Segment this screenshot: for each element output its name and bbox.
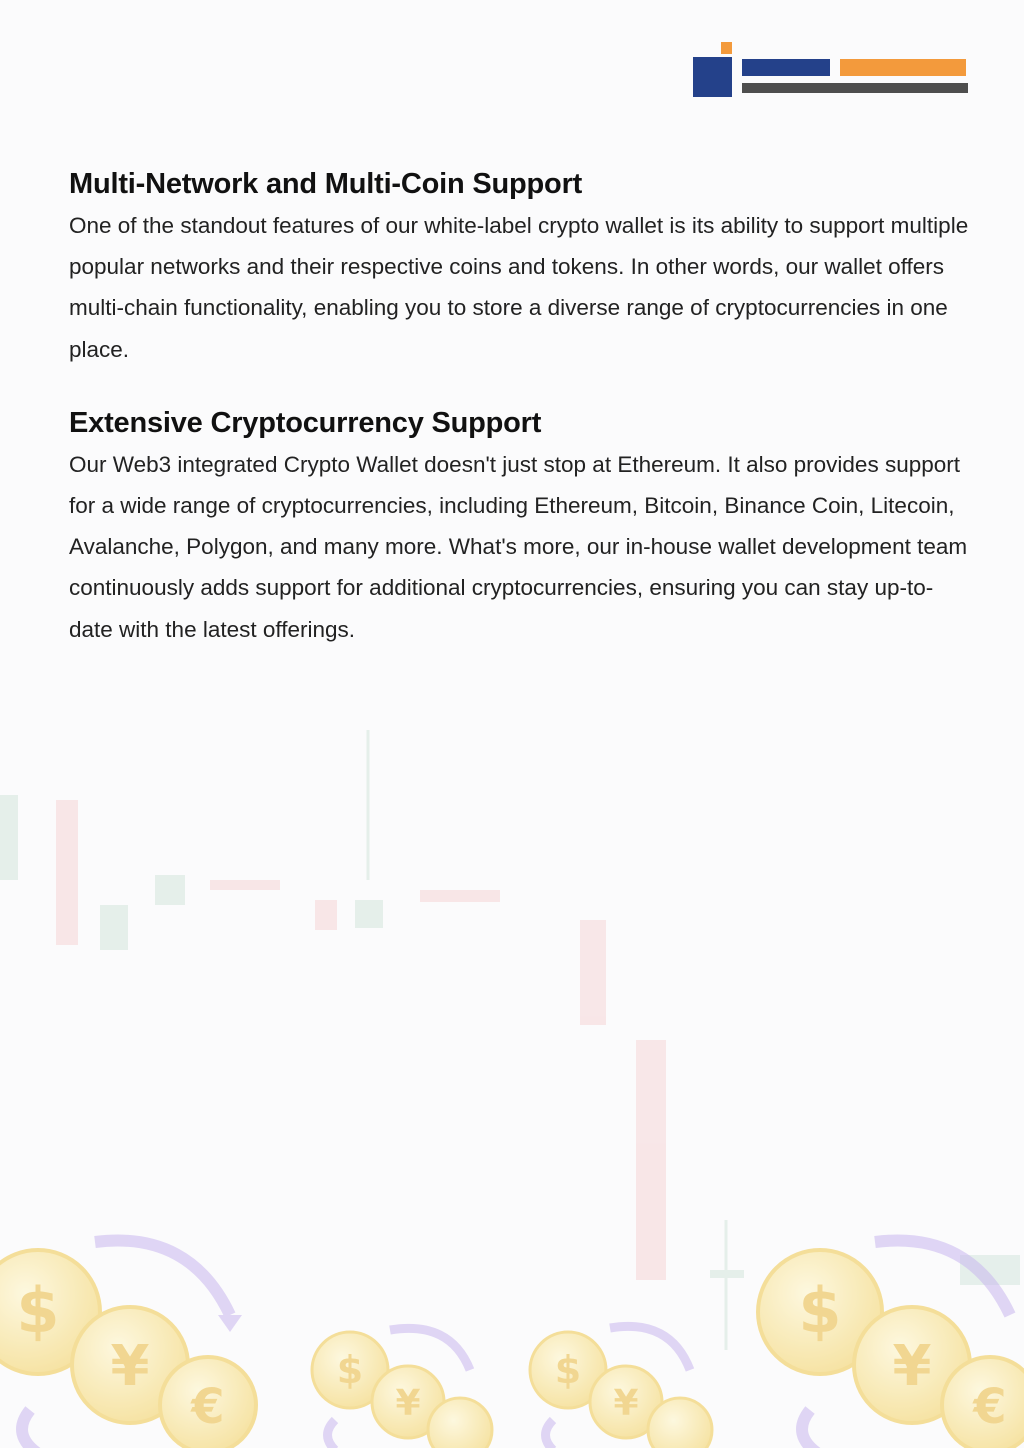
currency-coins-illustration — [0, 1220, 1024, 1448]
yen-symbol: ¥ — [110, 1334, 150, 1399]
svg-text:$: $ — [798, 1274, 842, 1347]
logo-blue-bar — [742, 59, 830, 76]
company-logo — [692, 42, 970, 98]
euro-symbol: € — [191, 1379, 225, 1435]
arrow-icon — [875, 1241, 1010, 1315]
dollar-symbol: $ — [16, 1274, 60, 1347]
section-body: One of the standout features of our white-label crypto wallet is its ability to support multiple popular networks and their respective coins and tokens. In other words, our wallet offers multi-chain functionality, enabling you to store a diverse range of cryptocurrencies in one place. — [69, 213, 969, 362]
arrow-icon — [390, 1328, 470, 1370]
section-multi-network — [69, 165, 969, 370]
section-body: Our Web3 integrated Crypto Wallet doesn't just stop at Ethereum. It also provides support for a wide range of cryptocurrencies, including Ethereum, Bitcoin, Binance Coin, Litecoin, Avalanche, Polygon, and many more. What's more, our in-house wallet development team continuously adds support for additional cryptocurrencies, ensuring you can stay up-to-date with the latest offerings. — [69, 451, 968, 642]
coin-icon — [648, 1398, 712, 1448]
section-heading: Extensive Cryptocurrency Support — [69, 406, 542, 439]
logo-orange-square — [721, 42, 732, 54]
logo-orange-bar — [840, 59, 966, 76]
svg-text:€: € — [973, 1379, 1007, 1435]
coin-icon — [428, 1398, 492, 1448]
svg-text:¥: ¥ — [892, 1334, 932, 1399]
section-extensive-support — [69, 404, 969, 650]
logo-gray-bar — [742, 83, 968, 93]
svg-text:¥: ¥ — [613, 1383, 639, 1424]
logo-blue-block — [693, 57, 732, 97]
svg-text:¥: ¥ — [395, 1383, 421, 1424]
arrow-icon — [610, 1326, 690, 1370]
svg-text:$: $ — [336, 1348, 364, 1392]
arrow-icon — [95, 1241, 230, 1315]
section-heading: Multi-Network and Multi-Coin Support — [69, 168, 583, 200]
svg-text:$: $ — [554, 1348, 582, 1392]
main-content — [69, 165, 969, 650]
